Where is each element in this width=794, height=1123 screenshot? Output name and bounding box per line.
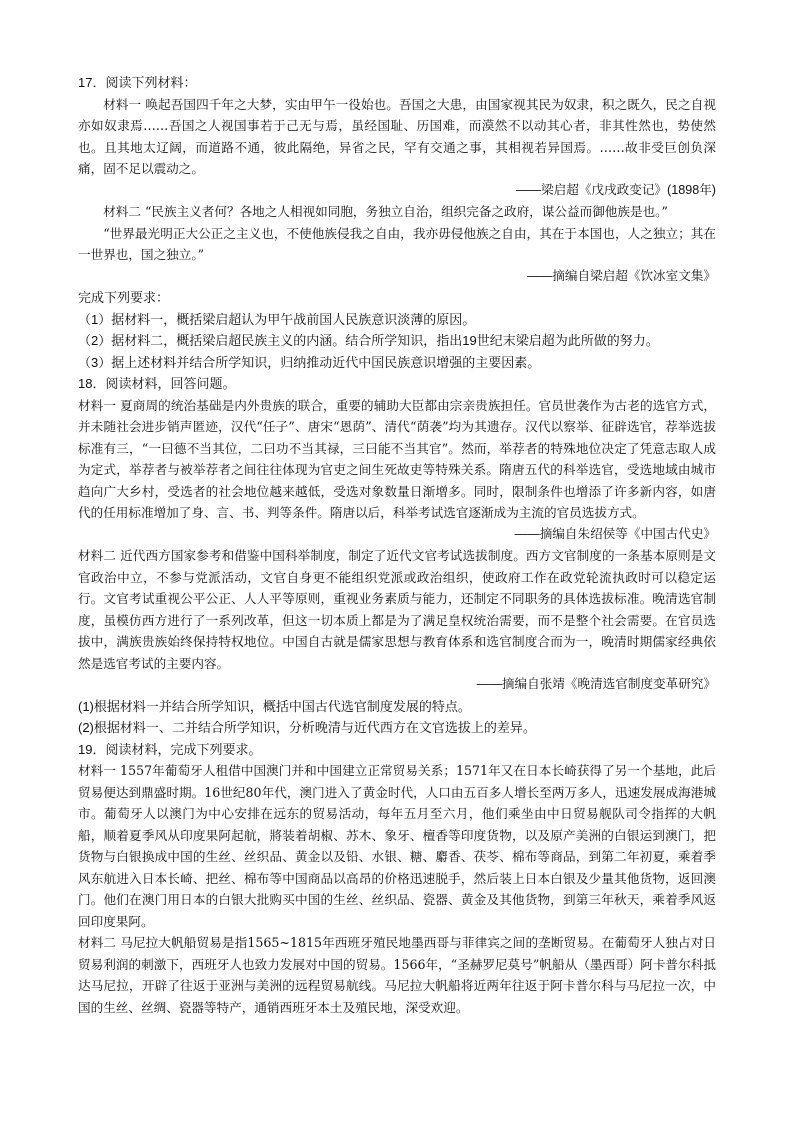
q19-material-2: 材料二 马尼拉大帆船贸易是指1565~1815年西班牙殖民地墨西哥与菲律宾之间的垄断贸易。在葡萄牙人独占对日贸易利润的刺激下，西班牙人也致力发展对中国的贸易。1566年，“圣赫罗尼莫号”帆船从（墨西哥）阿卡普尔科抵达马尼拉，开辟了往返于亚洲与美洲的远程贸易航线。马尼拉大帆船将近两年往返于阿卡普尔科与马尼拉一次，中国的生丝、丝绸、瓷器等特产，通销西班牙本土及殖民地，深受欢迎。 bbox=[78, 935, 716, 1015]
q17-requirement-1: （1）据材料一，概括梁启超认为甲午战前国人民族意识淡薄的原因。 bbox=[78, 311, 476, 327]
q18-requirement-1: (1)根据材料一并结合所学知识，概括中国古代选官制度发展的特点。 bbox=[78, 698, 471, 714]
q18-requirement-2: (2)根据材料一、二并结合所学知识，分析晚清与近代西方在文官选拔上的差异。 bbox=[78, 720, 536, 735]
q17-requirements-intro: 完成下列要求： bbox=[78, 290, 170, 305]
q17-material-1-source: ——梁启超《戊戌政变记》(1898年) bbox=[515, 182, 716, 197]
q17-material-1: 材料一 唤起吾国四千年之大梦，实由甲午一役始也。吾国之大患，由国家视其民为奴隶，积之既久，民之自视亦如奴隶焉……吾国之人视国事若于己无与焉，虽经国耻、历国难，而漠然不以动其心者，非其性然也，势使然也。且其地太辽阔，而道路不通，彼此隔绝，异省之民，罕有交通之事，其相视若异国焉。……故非受巨创负深痛，固不足以震动之。 bbox=[78, 96, 716, 176]
q18-material-2-source: ——摘编自张靖《晚清选官制度变革研究》 bbox=[476, 677, 716, 691]
question-18-title: 18．阅读材料，回答问题。 bbox=[78, 376, 236, 391]
question-19-title: 19．阅读材料，完成下列要求。 bbox=[78, 741, 262, 757]
q18-material-1-source: ——摘编自朱绍侯等《中国古代史》 bbox=[514, 526, 716, 541]
q17-material-2-part-a: 材料二 “民族主义者何？各地之人相视如同胞，务独立自治，组织完备之政府，谋公益而御他族是也。” bbox=[103, 204, 668, 219]
q17-material-2-source: ——摘编自梁启超《饮冰室文集》 bbox=[527, 268, 716, 283]
q17-material-2-part-b: “世界最光明正大公正之主义也，不使他族侵我之自由，我亦毋侵他族之自由，其在于本国也，人之独立；其在一世界也，国之独立。” bbox=[78, 225, 716, 262]
q19-material-1: 材料一 1557年葡萄牙人租借中国澳门并和中国建立正常贸易关系；1571年又在日本长崎获得了另一个基地，此后贸易便达到鼎盛时期。16世纪80年代，澳门进入了黄金时代，人口由五百多人增长至两万多人，迅速发展成海港城市。葡萄牙人以澳门为中心安排在远东的贸易活动，每年五月至六月，他们乘坐由中日贸易舰队司令指挥的大帆船，顺着夏季风从印度果阿起航，將装着胡椒、苏木、象牙、檀香等印度货物，以及原产美洲的白银运到澳门，把货物与白银换成中国的生丝、丝织品、黄金以及铅、水银、糖、麝香、茯苓、棉布等商品，到第二年初夏，乘着季风东航进入日本长崎、把丝、棉布等中国商品以高昂的价格迅速脱手，然后装上日本白银及少量其他货物，返回澳门。他们在澳门用日本的白银大批购买中国的生丝、丝织品、瓷器、黄金及其他货物，到第三年秋天，乘着季风返回印度果阿。 bbox=[78, 763, 716, 929]
question-17-title: 17．阅读下列材料： bbox=[78, 75, 197, 90]
q17-requirement-3: （3）据上述材料并结合所学知识，归纳推动近代中国民族意识增强的主要因素。 bbox=[78, 354, 541, 370]
q17-requirement-2: （2）据材料二，概括梁启超民族主义的内涵。结合所学知识，指出19世纪末梁启超为此所做的努力。 bbox=[78, 333, 659, 348]
q18-material-1: 材料一 夏商周的统治基础是内外贵族的联合，重要的辅助大臣都由宗亲贵族担任。官员世袭作为古老的选官方式，并未随社会进步销声匿迹，汉代“任子”、唐宋“恩荫”、清代“荫袭”均为其遗存。汉代以察举、征辟选官，荐举选拔标准有三，“一曰德不当其位，二曰功不当其禄，三曰能不当其官”。然而，举荐者的特殊地位决定了凭意志取人成为定式，举荐者与被举荐者之间往往体现为官吏之间生死故吏等特殊关系。隋唐五代的科举选官，受选地域由城市趋向广大乡村，受选者的社会地位越来越低，受选对象数量日渐增多。同时，限制条件也增添了许多新内容，如唐代的任用标准增加了身、言、书、判等条件。隋唐以后，科举考试选官逐渐成为主流的官员选拔方式。 bbox=[78, 397, 716, 520]
q18-material-2: 材料二 近代西方国家参考和借鉴中国科举制度，制定了近代文官考试选拔制度。西方文官制度的一条基本原则是文官政治中立，不参与党派活动，文官自身更不能组织党派或政治组织，使政府工作在政党轮流执政时可以稳定运行。文官考试重视公平公正、人人平等原则，重视业务素质与能力，还制定不同职务的具体选拔标准。晚清选官制度，虽模仿西方进行了一系列改革，但这一切本质上都是为了满足皇权统治需要，而不是整个社会需要。在官员选拔中，满族贵族始终保持特权地位。中国自古就是儒家思想与教育体系和选官制度合而为一，晚清时期儒家经典依然是选官考试的主要内容。 bbox=[78, 548, 716, 671]
